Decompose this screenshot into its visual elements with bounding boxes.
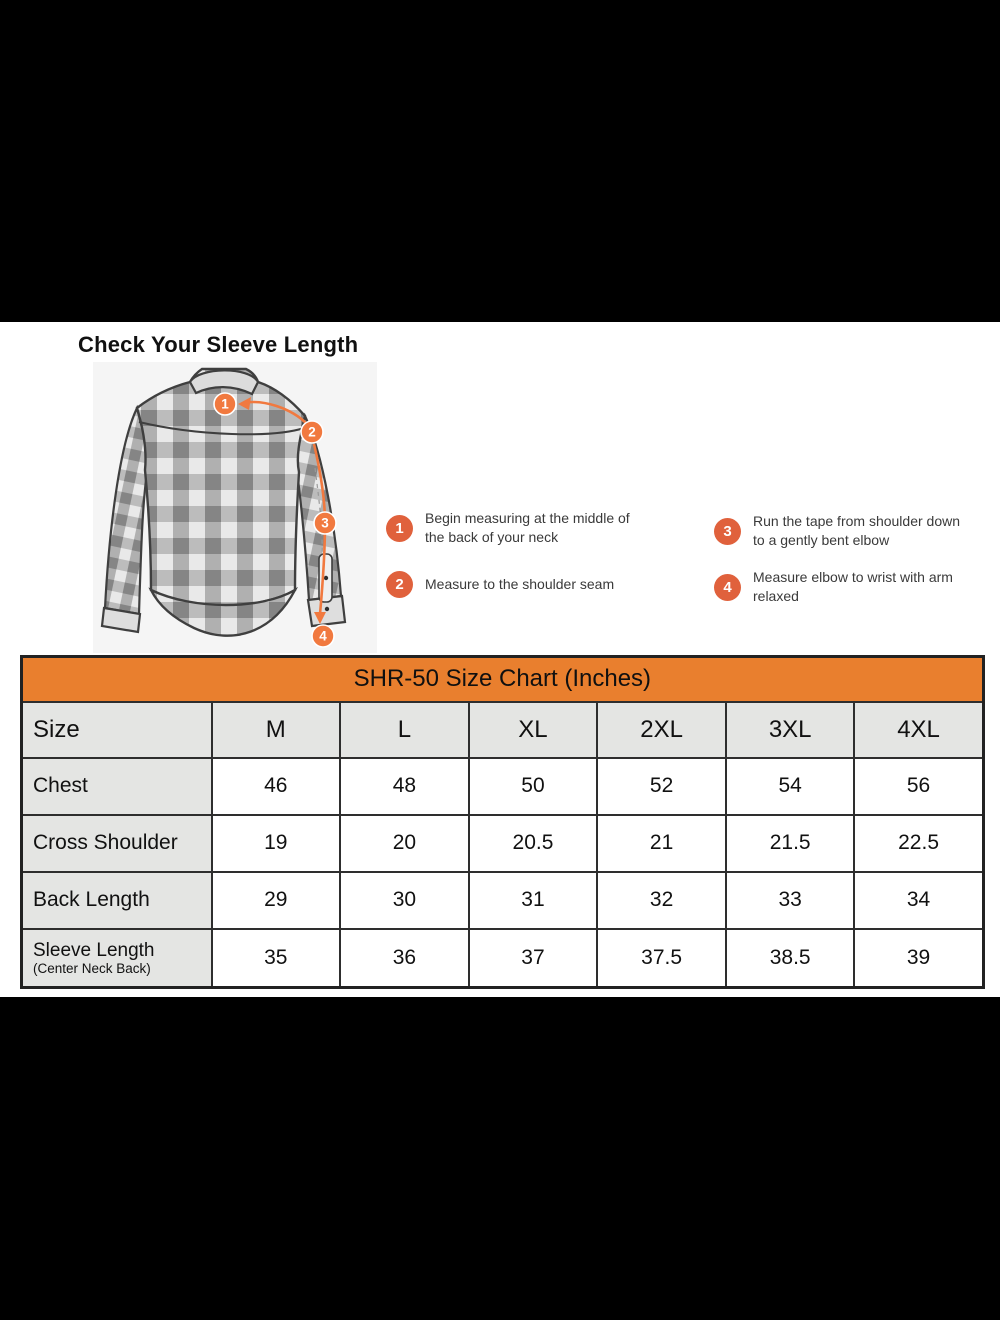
cell-value: 52 <box>597 758 726 815</box>
cell-value: 22.5 <box>854 815 983 872</box>
row-label-sub: (Center Neck Back) <box>33 960 151 976</box>
marker-4 <box>312 625 334 647</box>
svg-text:2: 2 <box>308 424 316 440</box>
table-title-row <box>22 657 984 702</box>
cell-value: 21.5 <box>726 815 855 872</box>
col-header-xl: XL <box>469 702 598 758</box>
cell-value: 31 <box>469 872 598 929</box>
cell-value: 30 <box>340 872 469 929</box>
row-label: Back Length <box>22 872 212 929</box>
instruction-2-text: Measure to the shoulder seam <box>425 576 615 592</box>
instruction-1-number: 1 <box>386 515 413 542</box>
cuff-button <box>325 607 329 611</box>
col-header-3xl: 3XL <box>726 702 855 758</box>
page-title: Check Your Sleeve Length <box>78 332 359 357</box>
cell-value: 20 <box>340 815 469 872</box>
row-label-main: Sleeve Length <box>33 939 155 961</box>
col-header-2xl: 2XL <box>597 702 726 758</box>
sleeve-measure-figure <box>93 362 377 653</box>
instruction-3-text: Run the tape from shoulder down to a gently bent elbow <box>753 513 961 548</box>
cell-value: 38.5 <box>726 929 855 988</box>
cell-value: 29 <box>212 872 341 929</box>
cell-value: 33 <box>726 872 855 929</box>
cell-value: 32 <box>597 872 726 929</box>
cell-value: 39 <box>854 929 983 988</box>
cell-value: 56 <box>854 758 983 815</box>
cell-value: 46 <box>212 758 341 815</box>
col-header-l: L <box>340 702 469 758</box>
instruction-1-text: Begin measuring at the middle of the back of your neck <box>425 510 630 545</box>
cell-value: 50 <box>469 758 598 815</box>
cell-value: 48 <box>340 758 469 815</box>
size-chart-table <box>20 655 985 989</box>
plaid-shirt-illustration <box>93 362 377 653</box>
content-panel <box>0 322 1000 997</box>
col-header-size: Size <box>22 702 212 758</box>
marker-3 <box>314 512 336 534</box>
instruction-4-text: Measure elbow to wrist with arm relaxed <box>753 569 953 604</box>
svg-text:1: 1 <box>221 396 229 412</box>
cell-value: 20.5 <box>469 815 598 872</box>
row-label: Chest <box>22 758 212 815</box>
marker-1 <box>214 393 236 415</box>
svg-text:4: 4 <box>319 628 327 644</box>
cell-value: 37.5 <box>597 929 726 988</box>
cell-value: 37 <box>469 929 598 988</box>
svg-text:3: 3 <box>321 515 329 531</box>
instruction-3 <box>714 512 968 550</box>
table-row-back-length <box>22 872 984 929</box>
table-header-row <box>22 702 984 758</box>
instruction-4-number: 4 <box>714 574 741 601</box>
row-label: Cross Shoulder <box>22 815 212 872</box>
table-row-chest <box>22 758 984 815</box>
cell-value: 35 <box>212 929 341 988</box>
instruction-2 <box>386 571 614 598</box>
col-header-4xl: 4XL <box>854 702 983 758</box>
cell-value: 21 <box>597 815 726 872</box>
cell-value: 19 <box>212 815 341 872</box>
instruction-3-number: 3 <box>714 518 741 545</box>
marker-2 <box>301 421 323 443</box>
row-label <box>22 929 212 988</box>
table-row-cross-shoulder <box>22 815 984 872</box>
instruction-1 <box>386 509 633 547</box>
instruction-2-number: 2 <box>386 571 413 598</box>
cell-value: 54 <box>726 758 855 815</box>
table-title: SHR-50 Size Chart (Inches) <box>22 657 984 702</box>
cuff-button <box>324 576 328 580</box>
cell-value: 34 <box>854 872 983 929</box>
table-row-sleeve-length <box>22 929 984 988</box>
cell-value: 36 <box>340 929 469 988</box>
col-header-m: M <box>212 702 341 758</box>
instruction-4 <box>714 568 968 606</box>
